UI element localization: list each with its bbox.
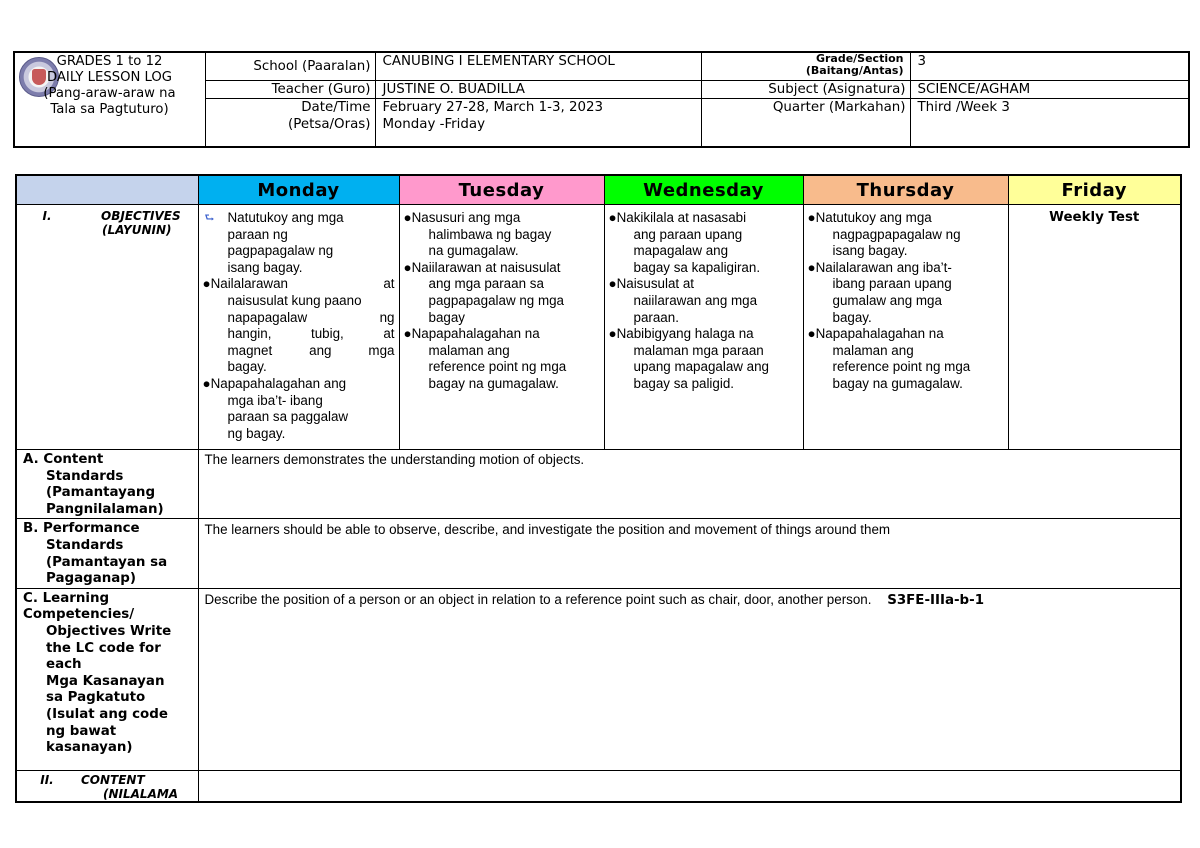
corner-cell xyxy=(16,175,198,205)
content-subtitle: (NILALAMA xyxy=(103,786,179,801)
section-label-line: Standards xyxy=(46,537,124,553)
section-label-line: Pagaganap) xyxy=(46,571,137,587)
quarter-label: Quarter (Markahan) xyxy=(701,98,910,147)
log-title-line: Tala sa Pagtuturo) xyxy=(50,102,169,117)
day-header-friday: Friday xyxy=(1008,175,1181,205)
objective-line: pagpapagalaw ng mga xyxy=(428,292,565,308)
objective-line: ng xyxy=(379,309,395,325)
bullet-icon: ● xyxy=(403,210,412,225)
objectives-row xyxy=(16,205,1181,450)
section-label-line: Objectives Write xyxy=(46,623,172,639)
day-header-row xyxy=(16,175,1181,205)
objective-line: naiilarawan ang mga xyxy=(633,292,758,308)
content-value xyxy=(198,770,1181,802)
objective-line: malaman ang xyxy=(832,342,914,358)
objective-line: Nakikilala at nasasabi xyxy=(616,210,747,225)
section-label-line: Mga Kasanayan xyxy=(46,673,165,689)
lesson-log-table xyxy=(15,174,1182,803)
performance-standards-label xyxy=(16,519,198,588)
objective-line: bagay xyxy=(428,309,465,325)
content-standards-row xyxy=(16,450,1181,519)
objectives-thursday xyxy=(803,205,1008,450)
objective-line: Nasusuri ang mga xyxy=(411,210,521,225)
objective-line: paraan sa paggalaw xyxy=(227,409,349,425)
objective-line: Natutukoy ang mga xyxy=(227,210,344,225)
section-label-line: the LC code for xyxy=(46,640,161,656)
objectives-title: OBJECTIVES xyxy=(101,209,181,223)
objectives-wednesday xyxy=(604,205,803,450)
objective-line: Napapahalagahan na xyxy=(815,326,944,342)
objective-line: reference point ng mga xyxy=(832,359,971,375)
objective-line: malaman ang xyxy=(428,342,510,358)
grade-label-line: Grade/Section xyxy=(815,52,904,65)
datetime-label-line: (Petsa/Oras) xyxy=(288,116,371,132)
performance-standards-row xyxy=(16,519,1181,588)
school-label: School (Paaralan) xyxy=(205,52,375,80)
log-title xyxy=(15,54,204,118)
objective-line: isang bagay. xyxy=(832,243,908,259)
objective-line: bagay na gumagalaw. xyxy=(832,375,963,391)
bullet-icon: ● xyxy=(608,210,617,225)
objective-line: Naisusulat at xyxy=(616,276,695,292)
section-label-line: Competencies/ xyxy=(23,607,135,623)
datetime-label xyxy=(205,98,375,147)
competencies-row xyxy=(16,588,1181,770)
objective-line: nagpagpapagalaw ng xyxy=(832,226,961,242)
subject-label: Subject (Asignatura) xyxy=(701,80,910,98)
objective-line: Nailalarawan xyxy=(210,276,289,292)
performance-standards-value: The learners should be able to observe, describe, and investigate the position and movement of things around them xyxy=(198,519,1181,588)
datetime-value-line: Monday -Friday xyxy=(382,116,486,132)
objective-line: halimbawa ng bagay xyxy=(428,226,552,242)
objective-line: Nabibigyang halaga na xyxy=(616,326,754,342)
section-label-line: each xyxy=(46,657,82,673)
objective-line: naisusulat kung paano xyxy=(227,292,362,308)
objective-line: paraan. xyxy=(633,309,679,325)
objective-line: reference point ng mga xyxy=(428,359,567,375)
arrow-bullet-icon: ⮑ xyxy=(204,212,215,224)
objective-line: Napapahalagahan ang xyxy=(210,375,347,391)
day-header-monday: Monday xyxy=(198,175,399,205)
objective-line: bagay sa paligid. xyxy=(633,375,735,391)
objective-line: na gumagalaw. xyxy=(428,243,519,259)
day-header-tuesday: Tuesday xyxy=(399,175,604,205)
competency-code: S3FE-IIIa-b-1 xyxy=(887,592,985,608)
competencies-value xyxy=(198,588,1181,770)
teacher-label: Teacher (Guro) xyxy=(205,80,375,98)
bullet-icon: ● xyxy=(403,326,412,342)
section-label-line: (Isulat ang code xyxy=(46,706,168,722)
objective-line: at xyxy=(383,276,395,292)
section-label-line: Standards xyxy=(46,468,124,484)
objectives-monday xyxy=(198,205,399,450)
day-header-wednesday: Wednesday xyxy=(604,175,803,205)
objective-line: mapagalaw ang xyxy=(633,243,729,259)
objective-line: ang xyxy=(309,342,332,358)
content-number: II. xyxy=(40,772,54,787)
objective-line: ang paraan upang xyxy=(633,226,743,242)
objective-line: bagay na gumagalaw. xyxy=(428,375,559,391)
content-standards-label xyxy=(16,450,198,519)
grade-label-line: (Baitang/Antas) xyxy=(805,64,904,77)
day-header-thursday: Thursday xyxy=(803,175,1008,205)
school-value: CANUBING I ELEMENTARY SCHOOL xyxy=(375,52,701,80)
section-label-line: sa Pagkatuto xyxy=(46,690,146,706)
objective-line: ibang paraan upang xyxy=(832,276,952,292)
content-label xyxy=(16,770,198,802)
bullet-icon: ● xyxy=(807,326,816,342)
section-label-line: (Pamantayan sa xyxy=(46,554,168,570)
content-title: CONTENT xyxy=(81,772,145,787)
objectives-tuesday xyxy=(399,205,604,450)
section-label-line: Pangnilalaman) xyxy=(46,501,164,517)
section-label-line: (Pamantayang xyxy=(46,485,156,501)
content-row xyxy=(16,770,1181,802)
header-table xyxy=(13,51,1190,148)
objective-line: bagay sa kapaligiran. xyxy=(633,259,761,275)
objective-line: Nailalarawan ang iba’t- xyxy=(815,259,952,275)
content-standards-value: The learners demonstrates the understanding motion of objects. xyxy=(198,450,1181,519)
objective-line: isang bagay. xyxy=(227,259,303,275)
objectives-friday: Weekly Test xyxy=(1008,205,1181,450)
objective-line: napapagalaw xyxy=(227,309,308,325)
objective-line: magnet xyxy=(227,342,273,358)
objective-line: Napapahalagahan na xyxy=(411,326,540,342)
section-label-line: C. Learning xyxy=(23,590,110,606)
section-label-line: B. Performance xyxy=(23,521,140,537)
objective-line: ng bagay. xyxy=(227,425,286,441)
competencies-label xyxy=(16,588,198,770)
logo-cell xyxy=(14,52,205,147)
objectives-label xyxy=(16,205,198,450)
objective-line: ang mga paraan sa xyxy=(428,276,544,292)
datetime-value-line: February 27-28, March 1-3, 2023 xyxy=(382,99,604,115)
log-title-line: GRADES 1 to 12 xyxy=(56,54,163,69)
competency-text: Describe the position of a person or an object in relation to a reference point such as chair, door, another person. xyxy=(204,591,872,607)
objective-line: upang mapagalaw ang xyxy=(633,359,770,375)
bullet-icon: ● xyxy=(807,259,816,275)
bullet-icon: ● xyxy=(202,375,211,391)
objectives-subtitle: (LAYUNIN) xyxy=(102,223,172,237)
bullet-icon: ● xyxy=(403,259,412,275)
objective-line: hangin, xyxy=(227,326,272,342)
teacher-value: JUSTINE O. BUADILLA xyxy=(375,80,701,98)
objective-line: malaman mga paraan xyxy=(633,342,764,358)
datetime-label-line: Date/Time xyxy=(301,99,371,115)
subject-value: SCIENCE/AGHAM xyxy=(910,80,1189,98)
objective-line: gumalaw ang mga xyxy=(832,292,942,308)
objective-line: at xyxy=(383,326,395,342)
section-label-line: kasanayan) xyxy=(46,740,133,756)
section-label-line: A. Content xyxy=(23,452,104,467)
objective-line: paraan ng xyxy=(227,226,288,242)
objective-line: mga iba’t- ibang xyxy=(227,392,323,408)
bullet-icon: ● xyxy=(807,210,816,225)
grade-section-label xyxy=(701,52,910,80)
objective-line: mga xyxy=(368,342,395,358)
section-label-line: ng bawat xyxy=(46,723,117,739)
objective-line: Naiilarawan at naisusulat xyxy=(411,259,561,275)
datetime-value xyxy=(375,98,701,147)
objective-line: Natutukoy ang mga xyxy=(815,210,932,225)
bullet-icon: ● xyxy=(608,276,617,292)
quarter-value: Third /Week 3 xyxy=(910,98,1189,147)
objectives-number: I. xyxy=(42,209,52,223)
objective-line: pagpapagalaw ng xyxy=(227,243,334,259)
bullet-icon: ● xyxy=(608,326,617,342)
bullet-icon: ● xyxy=(202,276,211,292)
objective-line: tubig, xyxy=(311,326,344,342)
grade-value: 3 xyxy=(910,52,1189,80)
objective-line: bagay. xyxy=(227,359,267,375)
log-title-line: (Pang-araw-araw na xyxy=(43,86,176,101)
log-title-line: DAILY LESSON LOG xyxy=(46,70,172,85)
objective-line: bagay. xyxy=(832,309,872,325)
